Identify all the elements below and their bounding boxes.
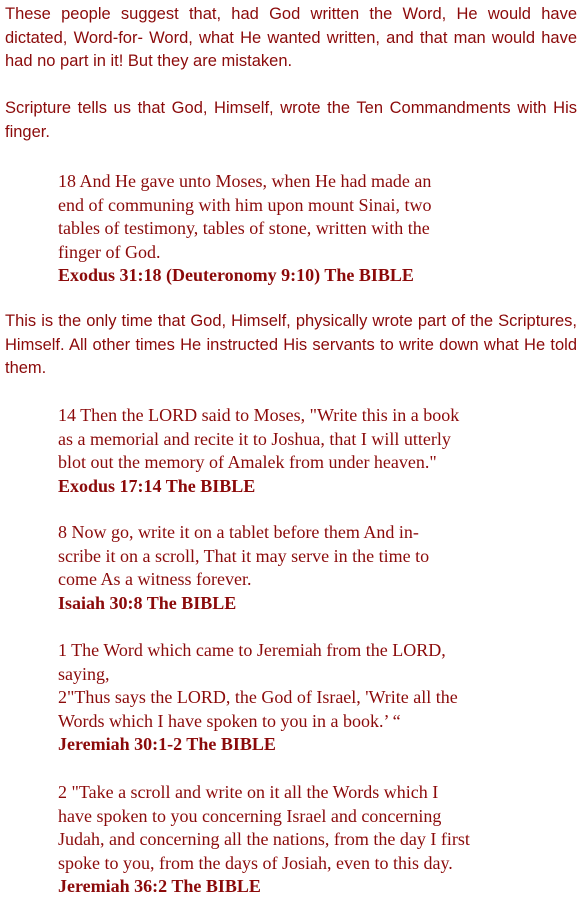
- quote-line: as a memorial and recite it to Joshua, that I will utterly: [58, 428, 451, 449]
- quote-line: saying,: [58, 663, 110, 684]
- quote-line: tables of testimony, tables of stone, written with the: [58, 218, 430, 239]
- quote-line: end of communing with him upon mount Sinai, two: [58, 194, 432, 215]
- quote-line: finger of God.: [58, 241, 161, 262]
- quote-line: blot out the memory of Amalek from under heaven.": [58, 452, 437, 473]
- intro-paragraph: These people suggest that, had God written the Word, He would have dictated, Word-for- Word, what He wanted written, and that man would have had no part in it! But they are mistaken.: [5, 5, 577, 70]
- scripture-quote: [58, 404, 528, 498]
- scripture-quote: [58, 521, 528, 615]
- quote-line: Words which I have spoken to you in a book.’ “: [58, 710, 401, 731]
- scripture-reference: Jeremiah 30:1-2 The BIBLE: [58, 734, 276, 755]
- quote-line: have spoken to you concerning Israel and concerning: [58, 805, 442, 826]
- only-time-paragraph: This is the only time that God, Himself, physically wrote part of the Scriptures, Himself. All other times He instructed His servants to write down what He told them.: [5, 312, 577, 377]
- scripture-quote: [58, 170, 528, 288]
- quote-line: come As a witness forever.: [58, 569, 252, 590]
- quote-line: 14 Then the LORD said to Moses, "Write this in a book: [58, 405, 460, 425]
- quote-line: 8 Now go, write it on a tablet before them And in-: [58, 522, 419, 542]
- scripture-reference: Exodus 17:14 The BIBLE: [58, 475, 256, 496]
- scripture-reference: Exodus 31:18 (Deuteronomy 9:10) The BIBLE: [58, 265, 414, 286]
- quote-line: spoke to you, from the days of Josiah, even to this day.: [58, 852, 453, 873]
- quote-line: 18 And He gave unto Moses, when He had made an: [58, 171, 432, 191]
- quote-line: 2 "Take a scroll and write on it all the Words which I: [58, 782, 439, 802]
- scripture-quote: [58, 639, 528, 757]
- ten-commandments-paragraph: Scripture tells us that God, Himself, wrote the Ten Commandments with His finger.: [5, 99, 577, 141]
- scripture-reference: Jeremiah 36:2 The BIBLE: [58, 876, 261, 897]
- scripture-reference: Isaiah 30:8 The BIBLE: [58, 592, 237, 613]
- quote-line: 2"Thus says the LORD, the God of Israel, 'Write all the: [58, 687, 458, 708]
- quote-line: Judah, and concerning all the nations, from the day I first: [58, 829, 470, 850]
- quote-line: scribe it on a scroll, That it may serve in the time to: [58, 545, 430, 566]
- scripture-quote: [58, 781, 528, 899]
- quote-line: 1 The Word which came to Jeremiah from the LORD,: [58, 640, 446, 660]
